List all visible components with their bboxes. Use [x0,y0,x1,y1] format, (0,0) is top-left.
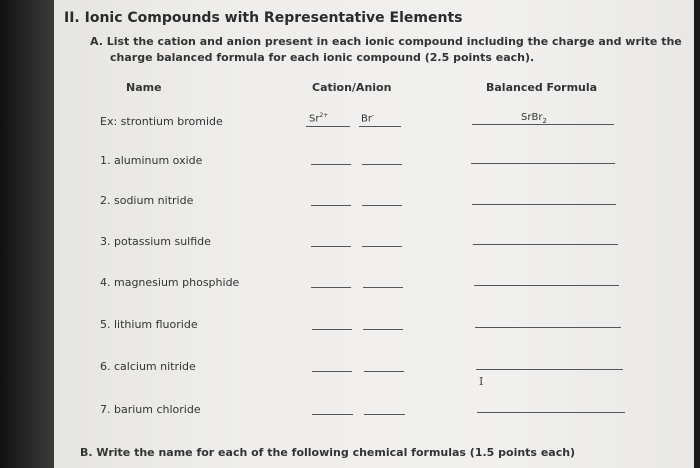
item-formula-blank[interactable] [473,244,618,245]
example-anion [361,112,374,124]
example-formula-line [472,124,614,125]
text-cursor-icon: I [479,375,484,388]
header-cation-anion: Cation/Anion [312,81,392,94]
item-cation-blank[interactable] [312,371,352,372]
item-anion-blank[interactable] [362,246,402,247]
item-label: 3. potassium sulfide [100,235,211,248]
item-formula-blank[interactable] [474,285,619,286]
item-anion-blank[interactable] [364,371,404,372]
item-label: 5. lithium fluoride [100,318,198,331]
item-cation-blank[interactable] [311,164,351,165]
item-anion-blank[interactable] [363,329,403,330]
item-cation-blank[interactable] [311,246,351,247]
item-label: 7. barium chloride [100,403,201,416]
item-cation-blank[interactable] [312,414,353,415]
left-shadow [0,0,54,468]
item-formula-blank[interactable] [471,163,615,164]
item-anion-blank[interactable] [362,205,402,206]
item-label: 6. calcium nitride [100,360,196,373]
section-title: II. Ionic Compounds with Representative Elements [64,10,463,26]
example-formula-base: SrBr [521,112,543,123]
item-label: 1. aluminum oxide [100,154,203,167]
instructions [90,34,682,66]
item-cation-blank[interactable] [312,329,352,330]
header-name: Name [126,81,162,94]
item-formula-blank[interactable] [475,327,621,328]
example-formula-subscript: 2 [542,117,547,125]
worksheet-page [54,0,694,468]
item-anion-blank[interactable] [364,414,405,415]
item-cation-blank[interactable] [311,287,351,288]
example-anion-symbol: Br [361,113,372,125]
example-name: Ex: strontium bromide [100,115,223,128]
item-formula-blank[interactable] [476,369,623,370]
example-cation-line [306,126,350,127]
example-cation-symbol: Sr [309,113,320,125]
example-anion-line [359,126,401,127]
item-label: 2. sodium nitride [100,194,194,207]
item-formula-blank[interactable] [477,412,625,413]
item-anion-blank[interactable] [362,164,402,165]
instruction-line-1: A. List the cation and anion present in each ionic compound including the charge and write the [90,35,682,48]
header-balanced-formula: Balanced Formula [486,81,598,94]
item-formula-blank[interactable] [472,204,616,205]
item-cation-blank[interactable] [311,205,351,206]
example-cation [309,112,328,124]
item-anion-blank[interactable] [363,287,403,288]
example-cation-charge: 2+ [319,112,329,119]
instruction-line-2: charge balanced formula for each ionic compound (2.5 points each). [110,51,535,64]
section-b-heading: B. Write the name for each of the following chemical formulas (1.5 points each) [80,446,576,459]
item-label: 4. magnesium phosphide [100,276,240,289]
example-anion-charge: - [371,112,375,119]
